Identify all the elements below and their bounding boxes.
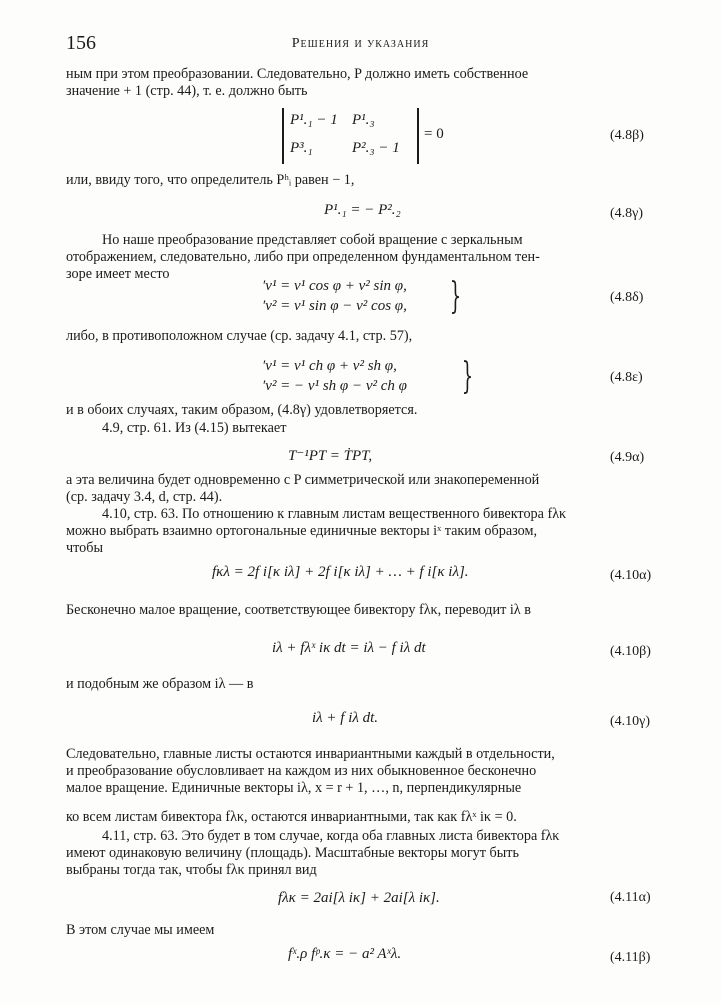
formula-4-9a: T⁻¹PT = ṪPT,	[288, 448, 373, 464]
paragraph-11	[66, 746, 555, 826]
text-line: выбраны тогда так, чтобы fλκ принял вид	[66, 862, 317, 878]
text-line: В этом случае мы имеем	[66, 922, 215, 938]
text-line: малое вращение. Единичные векторы iλ, x = r + 1, …, n, перпендикулярные	[66, 780, 522, 796]
text-line: 4.11, стр. 63. Это будет в том случае, когда оба главных листа бивектора fλκ	[102, 828, 560, 844]
text-line: имеют одинаковую величину (площадь). Масштабные векторы могут быть	[66, 845, 519, 861]
det-rhs: = 0	[424, 126, 444, 142]
equation-number: (4.10α)	[610, 568, 652, 583]
right-brace: }	[449, 276, 462, 317]
equation-number: (4.8δ)	[610, 290, 644, 305]
text-line: 4.10, стр. 63. По отношению к главным листам вещественного бивектора fλκ	[102, 506, 567, 522]
page-number: 156	[66, 32, 96, 54]
text-line: чтобы	[66, 540, 103, 556]
equation-number: (4.8γ)	[610, 206, 644, 221]
text-line: и подобным же образом iλ — в	[66, 676, 254, 692]
text-line: или, ввиду того, что определитель Pʰᵢ равен − 1,	[66, 172, 355, 188]
right-brace: }	[461, 356, 474, 397]
paragraph-1	[66, 66, 528, 100]
equation-number: (4.11β)	[610, 950, 651, 965]
det-cell-r2c2: P².₃ − 1	[352, 140, 400, 156]
det-right-bar	[417, 108, 419, 164]
paragraph-4	[66, 328, 412, 345]
formula-4-8d-line2: ′v² = v¹ sin φ − v² cos φ,	[262, 298, 407, 314]
text-line: а эта величина будет одновременно с P симметрической или знакопеременной	[66, 472, 540, 488]
formula-4-11b: fˣ.ρ fᵖ.κ = − a² Aˣλ.	[288, 946, 402, 962]
paragraph-7	[66, 472, 539, 506]
text-line: (ср. задачу 3.4, d, стр. 44).	[66, 489, 223, 505]
text-line: Бесконечно малое вращение, соответствующее бивектору fλκ, переводит iλ в	[66, 602, 531, 618]
paragraph-3	[66, 232, 540, 283]
text-line: зоре имеет место	[66, 266, 170, 282]
paragraph-8	[66, 506, 566, 557]
paragraph-10	[66, 676, 253, 693]
formula-4-8e-line1: ′v¹ = v¹ ch φ + v² sh φ,	[262, 358, 397, 374]
det-cell-r2c1: P³.₁	[290, 140, 313, 156]
equation-number: (4.8ε)	[610, 370, 643, 385]
text-line: значение + 1 (стр. 44), т. е. должно быть	[66, 83, 308, 99]
equation-number: (4.8β)	[610, 128, 644, 143]
det-cell-r1c1: P¹.₁ − 1	[290, 112, 338, 128]
text-line: и в обоих случаях, таким образом, (4.8γ) удовлетворяется.	[66, 402, 418, 418]
det-left-bar	[282, 108, 284, 164]
text-line: 4.9, стр. 61. Из (4.15) вытекает	[102, 420, 287, 436]
paragraph-5	[66, 402, 417, 419]
running-header: Решения и указания	[291, 36, 430, 51]
text-line: Следовательно, главные листы остаются инвариантными каждый в отдельности,	[66, 746, 555, 762]
equation-number: (4.11α)	[610, 890, 651, 905]
equation-number: (4.9α)	[610, 450, 645, 465]
det-cell-r1c2: P¹.₃	[352, 112, 375, 128]
equation-number: (4.10γ)	[610, 714, 651, 729]
formula-4-10g: iλ + f iλ dt.	[312, 710, 379, 726]
text-line: Но наше преобразование представляет собой вращение с зеркальным	[102, 232, 523, 248]
text-line: ко всем листам бивектора fλκ, остаются инвариантными, так как fλˣ iκ = 0.	[66, 809, 517, 825]
formula-4-8e-line2: ′v² = − v¹ sh φ − v² ch φ	[262, 378, 407, 394]
paragraph-6	[102, 420, 286, 437]
equation-number: (4.10β)	[610, 644, 651, 659]
paragraph-9	[66, 602, 531, 619]
text-line: отображением, следовательно, либо при определенном фундаментальном тен-	[66, 249, 540, 265]
paragraph-2	[66, 172, 354, 189]
text-line: можно выбрать взаимно ортогональные единичные векторы iˣ таким образом,	[66, 523, 537, 539]
paragraph-13	[66, 922, 214, 939]
text-line: и преобразование обусловливает на каждом из них обыкновенное бесконечно	[66, 763, 537, 779]
text-line: ным при этом преобразовании. Следовательно, P должно иметь собственное	[66, 66, 529, 82]
formula-4-10a: fκλ = 2f i[κ iλ] + 2f i[κ iλ] + … + f i[κ iλ].	[212, 564, 469, 580]
formula-4-11a: fλκ = 2ai[λ iκ] + 2ai[λ iκ].	[278, 890, 440, 906]
formula-4-8d-line1: ′v¹ = v¹ cos φ + v² sin φ,	[262, 278, 407, 294]
formula-4-8g: P¹.₁ = − P².₂	[324, 202, 401, 218]
text-line: либо, в противоположном случае (ср. задачу 4.1, стр. 57),	[66, 328, 413, 344]
formula-4-10b: iλ + fλˣ iκ dt = iλ − f iλ dt	[272, 640, 426, 656]
paragraph-12	[66, 828, 559, 879]
